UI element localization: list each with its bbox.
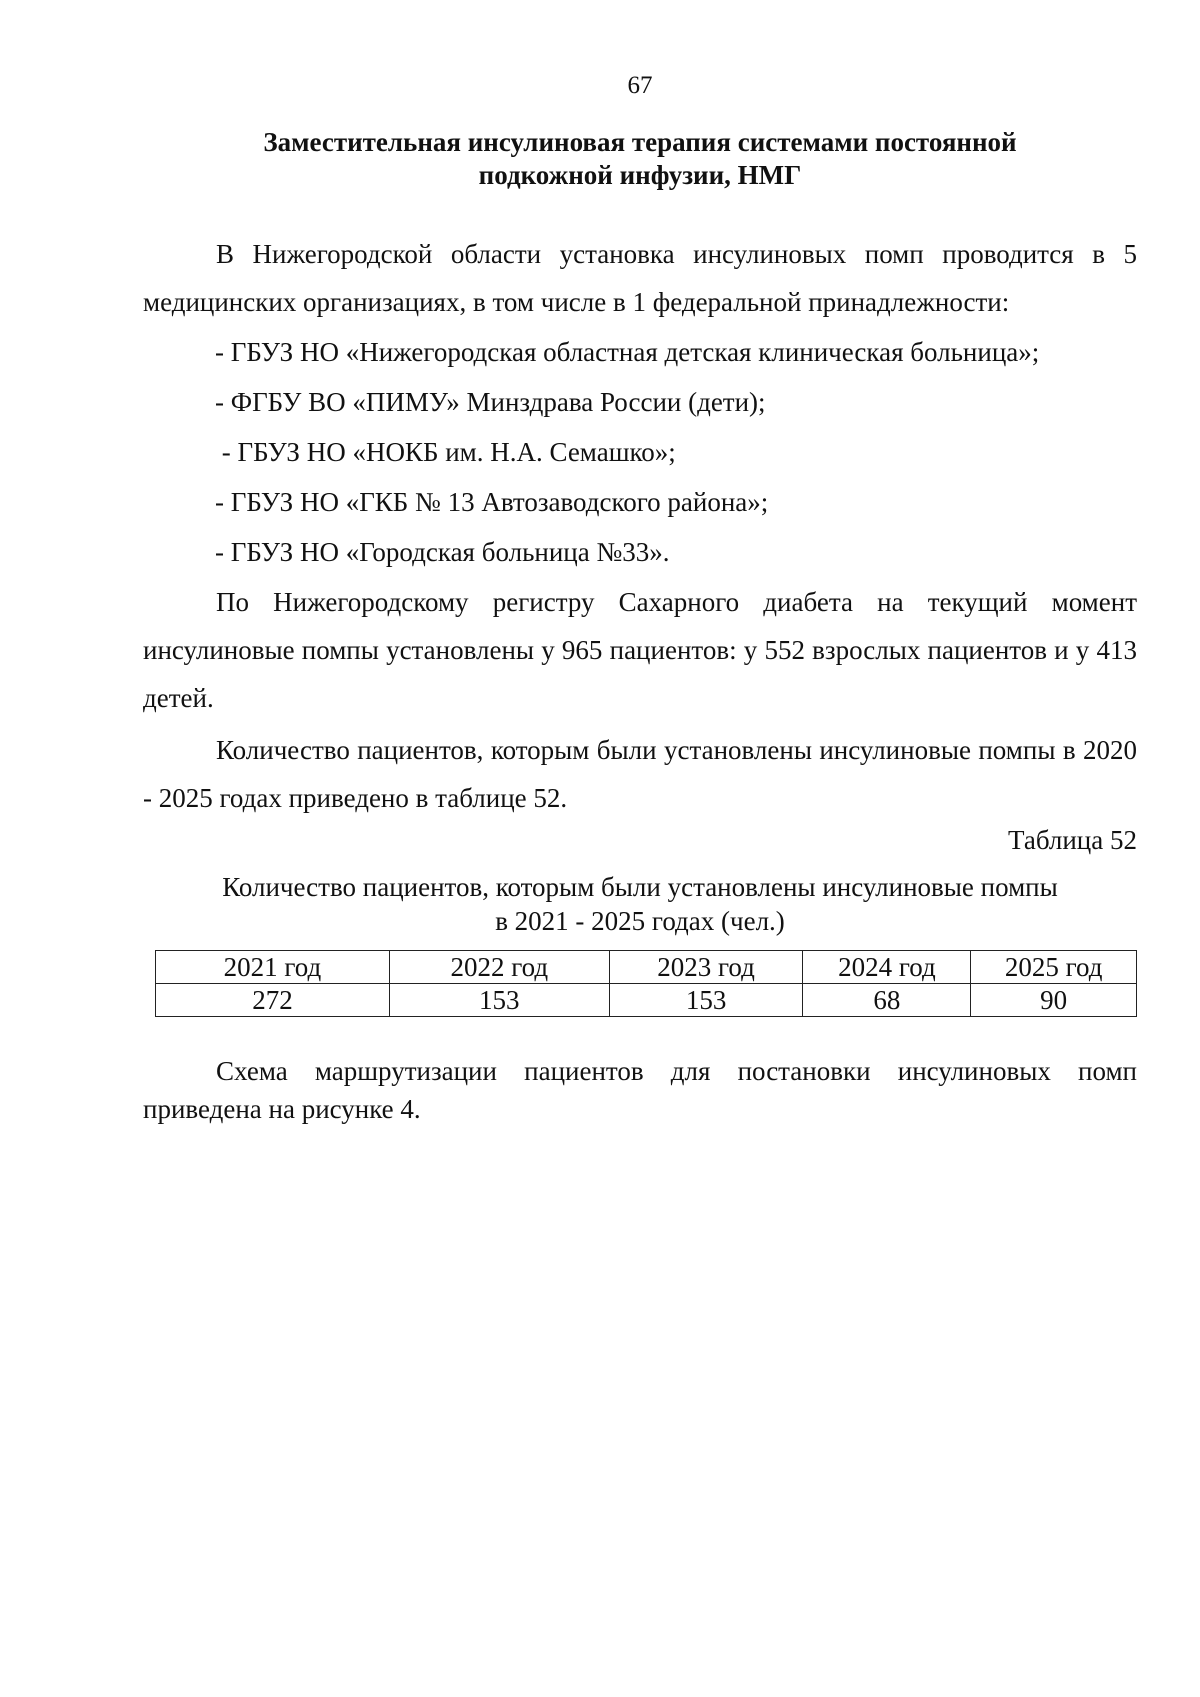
value-cell-2021: 272 <box>156 984 390 1017</box>
value-cell-2024: 68 <box>803 984 971 1017</box>
count-paragraph: Количество пациентов, которым были установлены инсулиновые помпы в 2020 - 2025 годах приведено в таблице 52. <box>143 735 1137 813</box>
organization-item-3: - ГБУЗ НО «НОКБ им. Н.А. Семашко»; <box>215 437 676 467</box>
table-caption <box>143 870 1137 938</box>
header-cell-2023: 2023 год <box>609 951 803 984</box>
value-cell-2023: 153 <box>609 984 803 1017</box>
routing-paragraph: Схема маршрутизации пациентов для постановки инсулиновых помп приведена на рисунке 4. <box>143 1056 1137 1124</box>
organization-item-1: - ГБУЗ НО «Нижегородская областная детская клиническая больница»; <box>215 337 1040 367</box>
table-label: Таблица 52 <box>1008 825 1137 855</box>
header-cell-2022: 2022 год <box>389 951 609 984</box>
organization-item-4: - ГБУЗ НО «ГКБ № 13 Автозаводского района»; <box>215 487 769 517</box>
register-paragraph: По Нижегородскому регистру Сахарного диабета на текущий момент инсулиновые помпы установлены у 965 пациентов: у 552 взрослых пациентов и у 413 детей. <box>143 587 1137 713</box>
page-number: 67 <box>627 72 653 99</box>
organization-item-5: - ГБУЗ НО «Городская больница №33». <box>215 537 670 567</box>
table-caption-line-1: Количество пациентов, которым были установлены инсулиновые помпы <box>222 872 1058 902</box>
value-cell-2025: 90 <box>971 984 1137 1017</box>
value-cell-2022: 153 <box>389 984 609 1017</box>
table-row <box>156 984 1137 1017</box>
intro-paragraph: В Нижегородской области установка инсулиновых помп проводится в 5 медицинских организациях, в том числе в 1 федеральной принадлежности: <box>143 239 1137 317</box>
header-cell-2025: 2025 год <box>971 951 1137 984</box>
section-title <box>140 126 1140 192</box>
table-caption-line-2: в 2021 - 2025 годах (чел.) <box>495 906 785 936</box>
section-title-line-1: Заместительная инсулиновая терапия системами постоянной <box>263 127 1017 157</box>
section-title-line-2: подкожной инфузии, НМГ <box>478 160 802 190</box>
insulin-pump-table <box>155 950 1137 1017</box>
table-header-row <box>156 951 1137 984</box>
header-cell-2024: 2024 год <box>803 951 971 984</box>
header-cell-2021: 2021 год <box>156 951 390 984</box>
organization-item-2: - ФГБУ ВО «ПИМУ» Минздрава России (дети); <box>215 387 766 417</box>
